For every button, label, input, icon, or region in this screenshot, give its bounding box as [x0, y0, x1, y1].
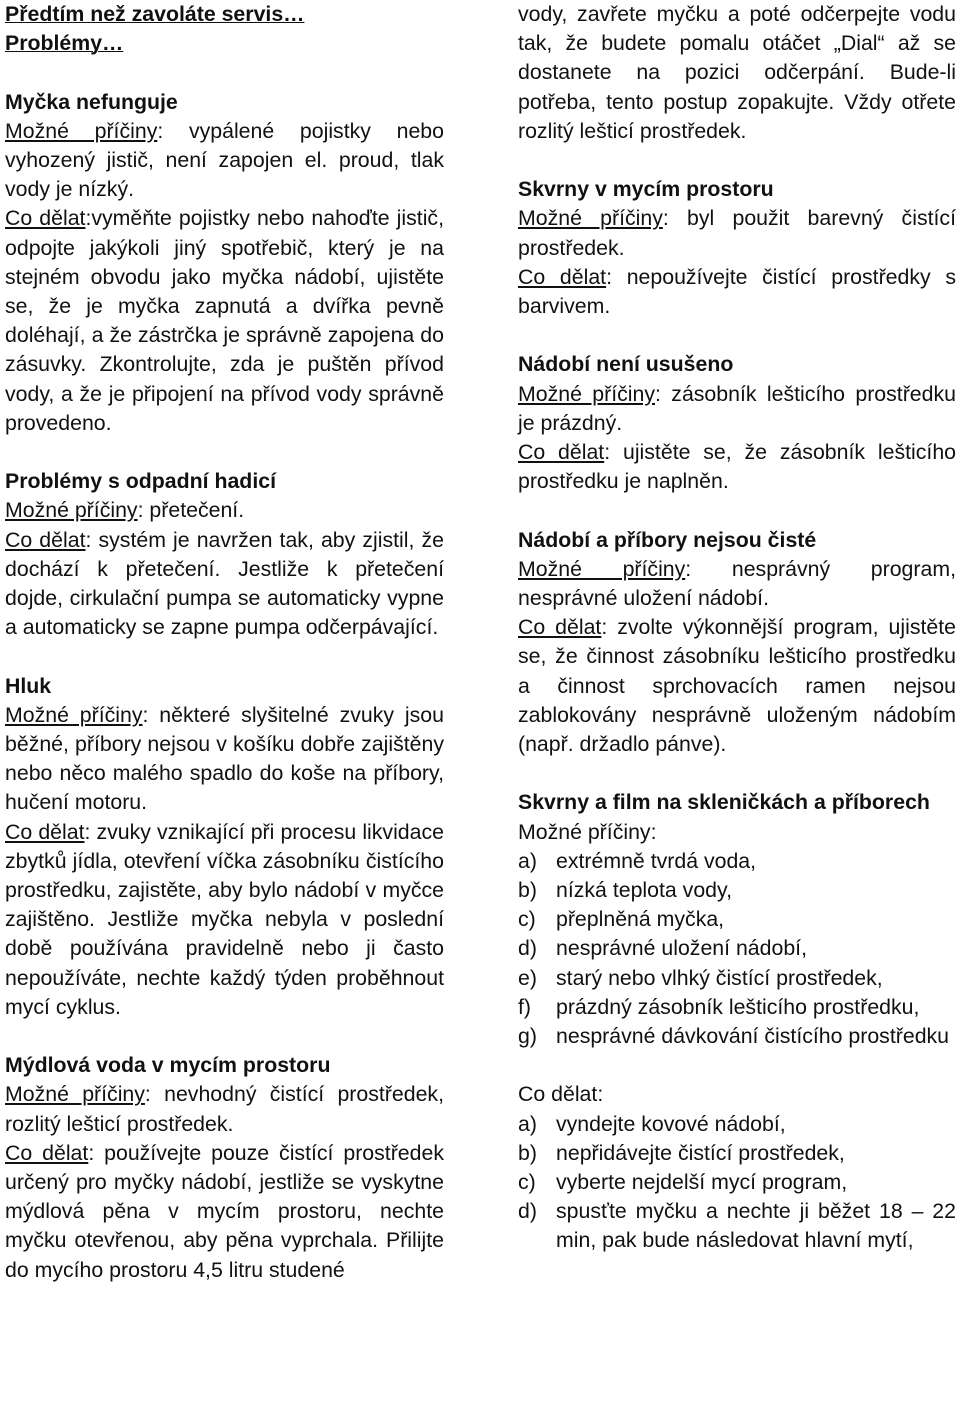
what-to-do: [5, 526, 444, 643]
what-to-do-text: : nepoužívejte čistící prostředky s barvivem.: [518, 264, 957, 319]
section-noise: [5, 672, 444, 1022]
causes-label: Možné příčiny: [5, 498, 138, 523]
causes-text: : přetečení.: [137, 498, 245, 523]
what-to-do-text: : systém je navržen tak, aby zjistil, že dochází k přetečení. Jestliže k přetečení dojde, cirkulační pumpa se automaticky vypne a automaticky se zapne pumpa odčerpávající.: [5, 527, 445, 640]
section-heading: Nádobí a příbory nejsou čisté: [518, 527, 817, 552]
causes-text: : zásobník lešticího prostředku je prázdný.: [518, 381, 956, 435]
what-to-do: [5, 818, 444, 1022]
causes-text: : nevhodný čistící prostředek, rozlitý lešticí prostředek.: [5, 1082, 444, 1136]
causes-label: Možné příčiny:: [518, 819, 657, 844]
list-item-text: starý nebo vlhký čistící prostředek,: [556, 965, 883, 990]
page-title: Předtím než zavoláte servis…: [5, 2, 305, 26]
list-item-marker: d): [518, 936, 537, 961]
list-item-marker: c): [518, 907, 536, 932]
list-item-marker: g): [518, 1024, 537, 1049]
section-spots-and-film: [518, 788, 956, 1255]
list-item: [518, 1110, 956, 1139]
what-to-do-label: Co dělat: [518, 440, 605, 465]
list-item: [518, 1022, 956, 1051]
causes-label: Možné příčiny: [518, 556, 686, 581]
what-to-do: [5, 1139, 444, 1285]
list-item: [518, 993, 956, 1022]
what-to-do-text: : ujistěte se, že zásobník lešticího prostředku je naplněn.: [518, 440, 957, 494]
section-dishwasher-not-working: [5, 88, 444, 438]
list-item: [518, 847, 956, 876]
possible-causes: [518, 555, 956, 613]
left-column: [5, 0, 444, 1285]
section-dishes-not-dry: [518, 350, 956, 496]
what-to-do-label: Co dělat:: [518, 1082, 604, 1107]
what-to-do-text: : zvolte výkonnější program, ujistěte se, že činnost zásobníku lešticího prostředku a činnost sprchovacích ramen nejsou zablokovány nesprávně uloženým nádobím (např. držadlo pánve).: [518, 615, 956, 757]
list-item: [518, 1168, 956, 1197]
section-heading: Nádobí není usušeno: [518, 352, 734, 377]
continued-text: vody, zavřete myčku a poté odčerpejte vodu tak, že budete pomalu otáčet „Dial“ až se dostanete na pozici odčerpání. Bude-li potřeba, tento postup zopakujte. Vždy otřete rozlitý lešticí prostředek.: [518, 2, 956, 143]
list-item-text: nepřidávejte čistící prostředek,: [556, 1140, 845, 1165]
what-to-do-label: Co dělat: [5, 1140, 89, 1165]
causes-text: : byl použit barevný čistící prostředek.: [518, 206, 956, 260]
list-item-text: prázdný zásobník lešticího prostředku,: [556, 994, 920, 1019]
list-item: [518, 964, 956, 993]
list-item-text: spusťte myčku a nechte ji běžet 18 – 22 min, pak bude následovat hlavní mytí,: [556, 1199, 956, 1253]
possible-causes: [5, 1080, 444, 1138]
list-item: [518, 876, 956, 905]
list-item-marker: d): [518, 1199, 537, 1224]
causes-text: : některé slyšitelné zvuky jsou běžné, příbory nejsou v košíku dobře zajištěny nebo něco malého spadlo do koše na příbory, hučení motoru.: [5, 702, 444, 815]
section-stains-in-tub: [518, 175, 956, 321]
what-to-do-label: Co dělat: [5, 527, 86, 552]
causes-label: Možné příčiny: [5, 118, 158, 143]
what-to-do-text: :vyměňte pojistky nebo nahoďte jistič, odpojte jakýkoli jiný spotřebič, který je na stejném obvodu jako myčka nádobí, ujistěte se, že je myčka zapnutá a dvířka pevně doléhají, a že zástrčka je správně zapojena do zásuvky. Zkontrolujte, zda je puštěn přívod vody, a že je připojení na přívod vody správně provedeno.: [5, 206, 444, 435]
what-to-do-label: Co dělat: [5, 206, 86, 231]
list-item-text: nesprávné dávkování čistícího prostředku: [556, 1024, 950, 1049]
what-to-do-label: Co dělat: [518, 264, 607, 289]
what-to-do-label: Co dělat: [518, 615, 602, 640]
section-heading: Skvrny v mycím prostoru: [518, 177, 774, 202]
what-to-do: [5, 204, 444, 438]
what-to-do: [518, 263, 956, 321]
right-column: [518, 0, 956, 1256]
list-item-text: nízká teplota vody,: [556, 878, 733, 903]
list-item-text: extrémně tvrdá voda,: [556, 848, 757, 873]
what-to-do-label: Co dělat: [5, 819, 85, 844]
section-heading: Mýdlová voda v mycím prostoru: [5, 1053, 331, 1078]
causes-label: Možné příčiny: [518, 381, 656, 406]
possible-causes: [5, 117, 444, 205]
section-heading: Problémy s odpadní hadicí: [5, 469, 276, 494]
causes-list: [518, 847, 956, 1051]
list-item: [518, 1197, 956, 1255]
list-item-marker: c): [518, 1170, 536, 1195]
page-subtitle: Problémy…: [5, 31, 124, 56]
list-item: [518, 934, 956, 963]
list-item-text: vyberte nejdelší mycí program,: [556, 1170, 848, 1195]
list-item-text: přeplněná myčka,: [556, 907, 725, 932]
causes-text: : vypálené pojistky nebo vyhozený jistič, není zapojen el. proud, tlak vody je nízký.: [5, 118, 444, 202]
list-item-marker: a): [518, 848, 537, 873]
what-to-do: [518, 438, 956, 496]
list-item-marker: a): [518, 1111, 537, 1136]
possible-causes: [5, 496, 444, 525]
possible-causes: [518, 204, 956, 262]
section-dishes-not-clean: [518, 526, 956, 760]
list-item: [518, 905, 956, 934]
list-item-marker: b): [518, 1140, 537, 1165]
what-to-do-text: : zvuky vznikající při procesu likvidace zbytků jídla, otevření víčka zásobníku čistícího prostředku, zajistěte, aby bylo nádobí v myčce zajištěno. Jestliže myčka nebyla v poslední době používána pravidelně nebo ji často nepoužíváte, nechte každý týden proběhnout mycí cyklus.: [5, 819, 444, 1019]
section-heading: Myčka nefunguje: [5, 89, 178, 114]
list-item: [518, 1139, 956, 1168]
section-soapy-water: [5, 1051, 444, 1285]
possible-causes: [518, 380, 956, 438]
list-item-text: nesprávné uložení nádobí,: [556, 936, 808, 961]
list-item-marker: f): [518, 994, 532, 1019]
possible-causes: [5, 701, 444, 818]
list-item-marker: b): [518, 878, 537, 903]
causes-label: Možné příčiny: [518, 206, 663, 231]
what-to-do: [518, 613, 956, 759]
causes-label: Možné příčiny: [5, 702, 143, 727]
what-to-do-text: : používejte pouze čistící prostředek určený pro myčky nádobí, jestliže se vyskytne mýdlová pěna v mycím prostoru, nechte myčku otevřenou, aby pěna vyprchala. Přilijte do mycího prostoru 4,5 litru studené: [5, 1140, 444, 1282]
list-item-marker: e): [518, 965, 537, 990]
causes-text: : nesprávný program, nesprávné uložení nádobí.: [518, 556, 956, 611]
section-drain-hose-problems: [5, 467, 444, 642]
possible-causes: [518, 818, 956, 847]
what-to-do: [518, 1080, 956, 1109]
actions-list: [518, 1110, 956, 1256]
section-heading: Hluk: [5, 673, 52, 698]
list-item-text: vyndejte kovové nádobí,: [556, 1111, 786, 1136]
causes-label: Možné příčiny: [5, 1082, 145, 1107]
section-heading: Skvrny a film na skleničkách a příborech: [518, 790, 930, 815]
